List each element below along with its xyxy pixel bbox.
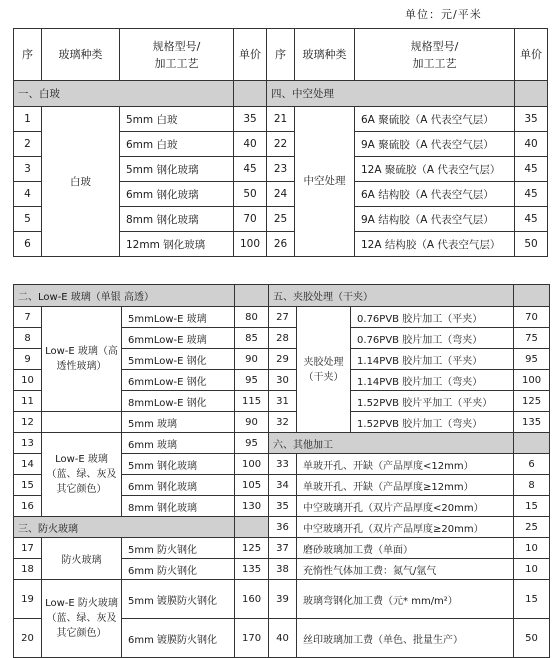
row-spec: 9A 聚硫胶（A 代表空气层） [355, 132, 515, 157]
row-number: 6 [14, 232, 42, 257]
table-row [14, 433, 550, 454]
section-row [14, 285, 550, 307]
row-number: 25 [267, 207, 295, 232]
table-row [14, 538, 550, 559]
row-price: 15 [514, 496, 550, 517]
row-price: 10 [514, 538, 550, 559]
row-price: 45 [515, 157, 548, 182]
row-price: 85 [235, 328, 269, 349]
row-number: 11 [14, 391, 42, 412]
row-number: 17 [14, 538, 42, 559]
row-price: 100 [235, 454, 269, 475]
row-number: 1 [14, 107, 42, 132]
header-price: 单价 [515, 29, 548, 81]
section-title: 六、其他加工 [269, 433, 514, 454]
row-number: 35 [269, 496, 297, 517]
row-number: 21 [267, 107, 295, 132]
header-spec: 规格型号/ 加工工艺 [120, 29, 234, 81]
section-title: 五、夹胶处理（干夹） [269, 285, 514, 307]
row-spec: 9A 结构胶（A 代表空气层） [355, 207, 515, 232]
table-row [14, 580, 550, 619]
row-number: 12 [14, 412, 42, 433]
row-number: 26 [267, 232, 295, 257]
row-price: 135 [514, 412, 550, 433]
price-table-upper [13, 28, 548, 257]
row-price: 25 [514, 517, 550, 538]
row-number: 7 [14, 307, 42, 328]
row-spec: 玻璃弯钢化加工费（元* mm/m²） [297, 580, 514, 619]
row-number: 5 [14, 207, 42, 232]
group-label: 防火玻璃 [42, 538, 122, 580]
section-title: 一、白玻 [14, 81, 234, 107]
row-number: 19 [14, 580, 42, 619]
row-spec: 5mmLow-E 钢化 [122, 349, 235, 370]
row-spec: 6mm 防火钢化 [122, 559, 235, 580]
row-price: 15 [514, 580, 550, 619]
table-row [14, 517, 550, 538]
row-spec: 6mmLow-E 钢化 [122, 370, 235, 391]
row-spec: 5mmLow-E 玻璃 [122, 307, 235, 328]
unit-label: 单位：元/平米 [405, 8, 482, 21]
row-price: 75 [514, 328, 550, 349]
row-spec: 5mm 白玻 [120, 107, 234, 132]
row-spec: 磨砂玻璃加工费（单面） [297, 538, 514, 559]
row-number: 28 [269, 328, 297, 349]
row-price: 45 [234, 157, 267, 182]
row-number: 29 [269, 349, 297, 370]
row-number: 3 [14, 157, 42, 182]
group-label: Low-E 玻璃（蓝、绿、灰及其它颜色） [42, 433, 122, 517]
row-price: 50 [234, 182, 267, 207]
row-spec: 5mm 防火钢化 [122, 538, 235, 559]
row-spec: 12A 聚硫胶（A 代表空气层） [355, 157, 515, 182]
row-spec: 1.52PVB 胶片平加工（平夹） [351, 391, 514, 412]
row-number: 36 [269, 517, 297, 538]
row-price: 50 [515, 232, 548, 257]
row-price: 35 [515, 107, 548, 132]
header-seq: 序 [14, 29, 42, 81]
row-price: 35 [234, 107, 267, 132]
row-price: 45 [515, 207, 548, 232]
row-price: 95 [514, 349, 550, 370]
row-price: 100 [234, 232, 267, 257]
row-number: 14 [14, 454, 42, 475]
row-price: 40 [515, 132, 548, 157]
row-number: 34 [269, 475, 297, 496]
price-table-lower [13, 284, 550, 658]
row-spec: 12A 结构胶（A 代表空气层） [355, 232, 515, 257]
row-spec: 12mm 钢化玻璃 [120, 232, 234, 257]
row-number: 24 [267, 182, 295, 207]
row-price: 50 [514, 619, 550, 658]
section-row [14, 81, 548, 107]
row-spec: 6mmLow-E 玻璃 [122, 328, 235, 349]
row-price: 105 [235, 475, 269, 496]
row-spec: 丝印玻璃加工费（单色、批量生产） [297, 619, 514, 658]
row-spec: 8mm 钢化玻璃 [122, 496, 235, 517]
row-price: 10 [514, 559, 550, 580]
row-number: 8 [14, 328, 42, 349]
row-number: 20 [14, 619, 42, 658]
header-price: 单价 [234, 29, 267, 81]
row-price: 90 [235, 349, 269, 370]
row-price: 125 [235, 538, 269, 559]
section-title: 四、中空处理 [267, 81, 515, 107]
header-seq: 序 [267, 29, 295, 81]
row-spec: 6mm 镀膜防火钢化 [122, 619, 235, 658]
row-spec: 5mm 钢化玻璃 [120, 157, 234, 182]
row-number: 22 [267, 132, 295, 157]
group-label: Low-E 玻璃（高透性玻璃） [42, 307, 122, 412]
row-number: 33 [269, 454, 297, 475]
row-number: 27 [269, 307, 297, 328]
group-label: 白玻 [42, 107, 120, 257]
row-spec: 0.76PVB 胶片加工（弯夹） [351, 328, 514, 349]
row-number: 16 [14, 496, 42, 517]
row-spec: 单玻开孔、开缺（产品厚度≥12mm） [297, 475, 514, 496]
row-price: 45 [515, 182, 548, 207]
row-price: 70 [514, 307, 550, 328]
row-price: 170 [235, 619, 269, 658]
row-spec: 6A 结构胶（A 代表空气层） [355, 182, 515, 207]
row-number: 38 [269, 559, 297, 580]
row-number: 18 [14, 559, 42, 580]
row-spec: 6mm 白玻 [120, 132, 234, 157]
row-spec: 5mm 镀膜防火钢化 [122, 580, 235, 619]
row-number: 9 [14, 349, 42, 370]
row-spec: 1.14PVB 胶片加工（弯夹） [351, 370, 514, 391]
row-spec: 1.14PVB 胶片加工（平夹） [351, 349, 514, 370]
row-price: 130 [235, 496, 269, 517]
row-number: 15 [14, 475, 42, 496]
header-type: 玻璃种类 [295, 29, 355, 81]
row-spec: 充惰性气体加工费：氮气/氩气 [297, 559, 514, 580]
row-price: 100 [514, 370, 550, 391]
header-type: 玻璃种类 [42, 29, 120, 81]
row-spec: 0.76PVB 胶片加工（平夹） [351, 307, 514, 328]
row-number: 31 [269, 391, 297, 412]
row-number: 40 [269, 619, 297, 658]
group-label: 夹胶处理（干夹） [297, 307, 351, 433]
table-row [14, 307, 550, 328]
row-spec: 8mm 钢化玻璃 [120, 207, 234, 232]
row-number: 39 [269, 580, 297, 619]
row-spec: 6A 聚硫胶（A 代表空气层） [355, 107, 515, 132]
row-spec: 1.52PVB 胶片加工（弯夹） [351, 412, 514, 433]
row-number: 32 [269, 412, 297, 433]
row-number: 2 [14, 132, 42, 157]
row-price: 70 [234, 207, 267, 232]
row-price: 95 [235, 370, 269, 391]
row-price: 135 [235, 559, 269, 580]
row-price: 80 [235, 307, 269, 328]
row-spec: 8mmLow-E 钢化 [122, 391, 235, 412]
row-spec: 5mm 钢化玻璃 [122, 454, 235, 475]
row-price: 6 [514, 454, 550, 475]
row-number: 23 [267, 157, 295, 182]
row-price: 90 [235, 412, 269, 433]
table-row [14, 412, 550, 433]
group-label: Low-E 防火玻璃（蓝、绿、灰及其它颜色） [42, 580, 122, 658]
row-number: 4 [14, 182, 42, 207]
row-number: 37 [269, 538, 297, 559]
row-spec: 中空玻璃开孔（双片产品厚度≥20mm） [297, 517, 514, 538]
row-price: 160 [235, 580, 269, 619]
row-price: 40 [234, 132, 267, 157]
row-number: 13 [14, 433, 42, 454]
row-spec: 6mm 钢化玻璃 [120, 182, 234, 207]
row-number: 10 [14, 370, 42, 391]
row-number: 30 [269, 370, 297, 391]
row-spec: 5mm 玻璃 [122, 412, 235, 433]
row-price: 125 [514, 391, 550, 412]
table-header-row [14, 29, 548, 81]
row-price: 115 [235, 391, 269, 412]
row-price: 8 [514, 475, 550, 496]
table-row [14, 107, 548, 132]
header-spec: 规格型号/ 加工工艺 [355, 29, 515, 81]
section-title: 二、Low-E 玻璃（单银 高透） [14, 285, 235, 307]
row-spec: 中空玻璃开孔（双片产品厚度<20mm） [297, 496, 514, 517]
group-label: 中空处理 [295, 107, 355, 257]
row-spec: 6mm 钢化玻璃 [122, 475, 235, 496]
row-price: 95 [235, 433, 269, 454]
row-spec: 单玻开孔、开缺（产品厚度<12mm） [297, 454, 514, 475]
section-title: 三、防火玻璃 [14, 517, 235, 538]
row-spec: 6mm 玻璃 [122, 433, 235, 454]
